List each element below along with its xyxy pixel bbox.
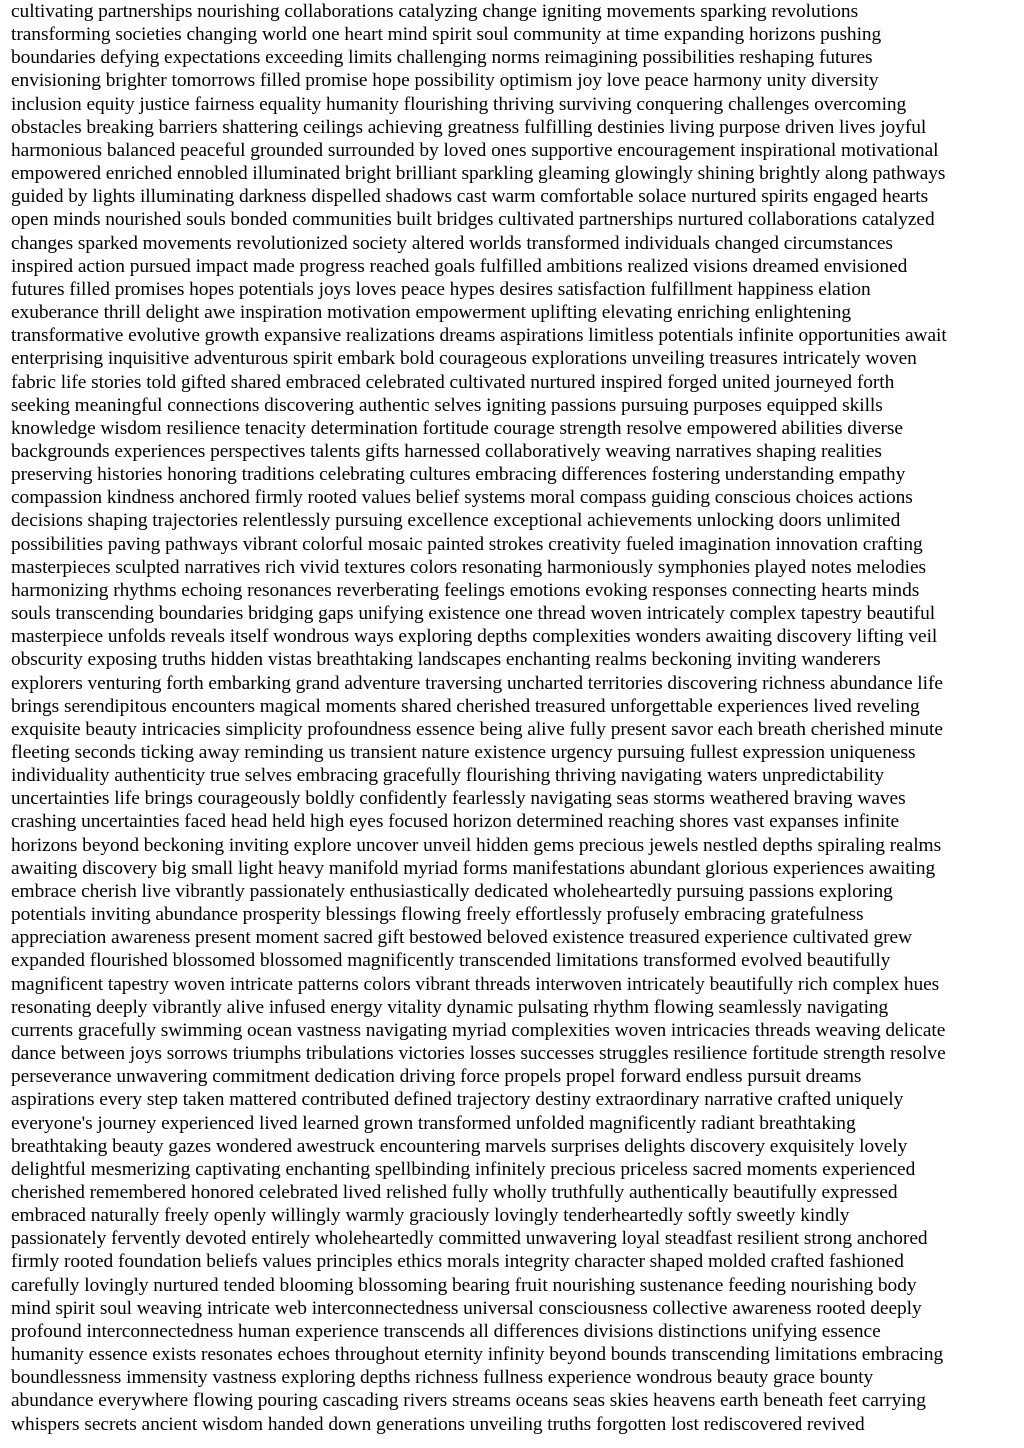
text-line: souls transcending boundaries bridging gaps unifying existence one thread woven intricately complex tapestry beautiful (11, 603, 936, 625)
text-line: enterprising inquisitive adventurous spirit embark bold courageous explorations unveiling treasures intricately woven (11, 348, 917, 370)
text-line: exquisite beauty intricacies simplicity profoundness essence being alive fully present savor each breath cherished minute (11, 718, 943, 740)
text-line: expanded flourished blossomed blossomed magnificently transcended limitations transformed evolved beautifully (11, 950, 891, 972)
text-line: transforming societies changing world one heart mind spirit soul community at time expanding horizons pushing (11, 24, 882, 46)
text-line: decisions shaping trajectories relentlessly pursuing excellence exceptional achievements unlocking doors unlimited (11, 510, 901, 532)
text-line: crashing uncertainties faced head held high eyes focused horizon determined reaching shores vast expanses infinite (11, 811, 900, 833)
text-line: harmonizing rhythms echoing resonances reverberating feelings emotions evoking responses connecting hearts minds (11, 579, 920, 601)
text-line: changes sparked movements revolutionized society altered worlds transformed individuals changed circumstances (11, 232, 893, 254)
text-line: possibilities paving pathways vibrant colorful mosaic painted strokes creativity fueled imagination innovation crafting (11, 533, 923, 555)
text-line: embraced naturally freely openly willingly warmly graciously lovingly tenderheartedly softly sweetly kindly (11, 1205, 850, 1227)
text-line: potentials inviting abundance prosperity blessings flowing freely effortlessly profusely embracing gratefulness (11, 904, 864, 926)
text-line: backgrounds experiences perspectives talents gifts harnessed collaboratively weaving narratives shaping realities (11, 440, 882, 462)
text-line: guided by lights illuminating darkness dispelled shadows cast warm comfortable solace nurtured spirits engaged hearts (11, 186, 929, 208)
text-line: whispers secrets ancient wisdom handed down generations unveiling truths forgotten lost rediscovered revived (11, 1413, 865, 1435)
text-line: preserving histories honoring traditions celebrating cultures embracing differences fostering understanding empathy (11, 464, 906, 486)
text-line: firmly rooted foundation beliefs values principles ethics morals integrity character shaped molded crafted fashioned (11, 1251, 904, 1273)
text-line: awaiting discovery big small light heavy manifold myriad forms manifestations abundant glorious experiences awaiting (11, 857, 936, 879)
text-line: resonating deeply vibrantly alive infused energy vitality dynamic pulsating rhythm flowing seamlessly navigating (11, 996, 889, 1018)
text-line: delightful mesmerizing captivating enchanting spellbinding infinitely precious priceless sacred moments experienced (11, 1158, 916, 1180)
text-line: mind spirit soul weaving intricate web interconnectedness universal consciousness collective awareness rooted deeply (11, 1297, 922, 1319)
text-line: embrace cherish live vibrantly passionately enthusiastically dedicated wholeheartedly pursuing passions exploring (11, 880, 893, 902)
text-line: cherished remembered honored celebrated lived relished fully wholly truthfully authentically beautifully expressed (11, 1181, 898, 1203)
text-line: obstacles breaking barriers shattering ceilings achieving greatness fulfilling destinies living purpose driven lives joyful (11, 116, 927, 138)
text-line: harmonious balanced peaceful grounded surrounded by loved ones supportive encouragement inspirational motivational (11, 139, 939, 161)
text-line: inclusion equity justice fairness equality humanity flourishing thriving surviving conquering challenges overcoming (11, 93, 907, 115)
text-line: abundance everywhere flowing pouring cascading rivers streams oceans seas skies heavens earth beneath feet carrying (11, 1390, 926, 1412)
text-line: inspired action pursued impact made progress reached goals fulfilled ambitions realized visions dreamed envisioned (11, 255, 908, 277)
text-line: profound interconnectedness human experience transcends all differences divisions distinctions unifying essence (11, 1320, 881, 1342)
text-line: cultivating partnerships nourishing collaborations catalyzing change igniting movements sparking revolutions (11, 1, 859, 22)
text-line: everyone's journey experienced lived learned grown transformed unfolded magnificently radiant breathtaking (11, 1112, 856, 1134)
text-line: knowledge wisdom resilience tenacity determination fortitude courage strength resolve empowered abilities diverse (11, 417, 903, 439)
text-line: humanity essence exists resonates echoes throughout eternity infinity beyond bounds transcending limitations embracing (11, 1344, 944, 1366)
text-line: fleeting seconds ticking away reminding us transient nature existence urgency pursuing fullest expression uniqueness (11, 742, 916, 763)
text-line: boundaries defying expectations exceeding limits challenging norms reimagining possibilities reshaping futures (11, 47, 873, 69)
text-line: carefully lovingly nurtured tended blooming blossoming bearing fruit nourishing sustenance feeding nourishing body (11, 1274, 917, 1296)
text-line: aspirations every step taken mattered contributed defined trajectory destiny extraordinary narrative crafted uniquely (11, 1089, 904, 1111)
text-line: obscurity exposing truths hidden vistas breathtaking landscapes enchanting realms beckoning inviting wanderers (11, 649, 881, 671)
text-line: envisioning brighter tomorrows filled promise hope possibility optimism joy love peace harmony unity diversity (11, 70, 879, 92)
text-line: exuberance thrill delight awe inspiration motivation empowerment uplifting elevating enriching enlightening (11, 302, 852, 324)
text-line: breathtaking beauty gazes wondered awestruck encountering marvels surprises delights discovery exquisitely lovely (11, 1135, 908, 1157)
text-line: explorers venturing forth embarking grand adventure traversing uncharted territories discovering richness abundance life (11, 672, 943, 694)
text-line: transformative evolutive growth expansive realizations dreams aspirations limitless potentials infinite opportunities await (11, 325, 947, 347)
text-line: masterpieces sculpted narratives rich vivid textures colors resonating harmoniously symphonies played notes melodies (11, 556, 927, 578)
text-line: individuality authenticity true selves embracing gracefully flourishing thriving navigating waters unpredictability (11, 765, 885, 787)
text-line: passionately fervently devoted entirely wholeheartedly committed unwavering loyal steadfast resilient strong anchored (11, 1228, 928, 1250)
text-line: uncertainties life brings courageously boldly confidently fearlessly navigating seas storms weathered braving waves (11, 788, 906, 810)
text-line: fabric life stories told gifted shared embraced celebrated cultivated nurtured inspired forged united journeyed forth (11, 371, 895, 393)
text-line: seeking meaningful connections discovering authentic selves igniting passions pursuing purposes equipped skills (11, 394, 883, 416)
text-line: compassion kindness anchored firmly rooted values belief systems moral compass guiding conscious choices actions (11, 487, 913, 509)
text-line: dance between joys sorrows triumphs tribulations victories losses successes struggles resilience fortitude strength resolve (11, 1043, 946, 1065)
text-line: perseverance unwavering commitment dedication driving force propels propel forward endless pursuit dreams (11, 1066, 862, 1088)
text-line: currents gracefully swimming ocean vastness navigating myriad complexities woven intricacies threads weaving delicate (11, 1019, 946, 1041)
text-line: horizons beyond beckoning inviting explore uncover unveil hidden gems precious jewels nestled depths spiraling realms (11, 834, 942, 856)
text-line: magnificent tapestry woven intricate patterns colors vibrant threads interwoven intricately beautifully rich complex hues (11, 973, 940, 995)
text-line: futures filled promises hopes potentials joys loves peace hypes desires satisfaction fulfillment happiness elation (11, 278, 871, 300)
text-line: boundlessness immensity vastness exploring depths richness fullness experience wondrous beauty grace bounty (11, 1367, 874, 1389)
text-line: open minds nourished souls bonded communities built bridges cultivated partnerships nurtured collaborations catalyzed (11, 209, 935, 231)
text-line: masterpiece unfolds reveals itself wondrous ways exploring depths complexities wonders awaiting discovery lifting veil (11, 626, 938, 648)
text-line: empowered enriched ennobled illuminated bright brilliant sparkling gleaming glowingly shining brightly along pathways (11, 163, 946, 185)
text-line: brings serendipitous encounters magical moments shared cherished treasured unforgettable experiences lived reveling (11, 695, 920, 717)
text-line: appreciation awareness present moment sacred gift bestowed beloved existence treasured experience cultivated grew (11, 927, 913, 949)
